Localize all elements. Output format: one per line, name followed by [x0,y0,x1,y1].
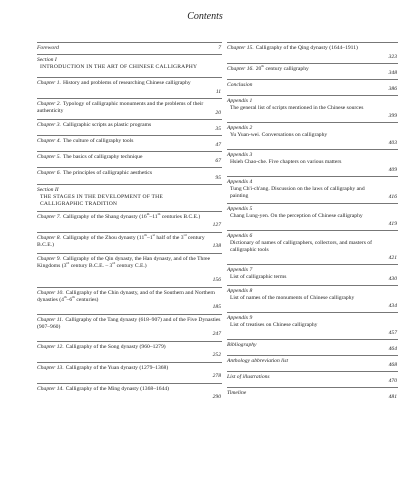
toc-entry-title: Calligraphy of the Song dynasty (960–1279) [65,343,166,350]
toc-entry [227,387,398,403]
toc-page-number: 138 [212,243,221,250]
toc-entry [227,230,398,264]
toc-entry-title: The basics of calligraphy technique [62,154,143,161]
toc-entry [227,176,398,203]
toc-entry-text [37,187,222,208]
toc-section-heading [37,54,222,77]
toc-entry [37,314,222,341]
toc-entry-text [37,45,75,51]
toc-entry-text [37,386,185,392]
toc-entry-title: Calligraphy of the Zhou dynasty (11th–1st half of the 3rd century B.C.E.) [37,233,205,248]
toc-entry-text [227,66,325,72]
toc-page-number: 47 [215,142,221,148]
toc-entry [37,77,222,98]
toc-entry-label: Chapter 5. [37,154,61,161]
toc-entry-title: Dictionary of names of calligraphers, collectors, and masters of calligraphic tools [230,239,372,253]
toc-page-number: 457 [388,329,397,336]
toc-left-column [37,42,222,404]
toc-entry-text [37,365,184,371]
toc-page-number: 127 [212,222,221,229]
toc-entry-title: Calligraphy of the Shang dynasty (16th–11th centuries B.C.E.) [62,212,201,220]
toc-entry-title: Typology of calligraphic monuments and the problems of their authenticity [37,101,204,115]
toc-page-number: 481 [388,393,397,400]
toc-entry-label: Appendix 7 [227,267,253,273]
toc-entry-text [227,390,262,396]
toc-entry-title: Calligraphy of the Qing dynasty (1644–1911) [255,45,358,51]
toc-section-heading [37,184,222,210]
toc-entry-title: The principles of calligraphic aesthetics [62,170,153,177]
toc-entry-label: Appendix 3 [227,152,253,158]
toc-page-number: 290 [212,394,221,401]
toc-entry [37,341,222,362]
toc-entry [37,119,222,135]
toc-entry-label: Appendix 8 [227,288,253,294]
toc-entry-title: 20th century calligraphy [255,64,309,72]
toc-page-number: 20 [215,110,221,116]
toc-entry-text [37,80,207,86]
toc-right-column [227,42,398,403]
toc-page-number: 348 [388,69,397,76]
toc-page-number: 468 [388,361,397,368]
toc-entry-text [227,206,398,220]
toc-page-number: 430 [388,275,397,282]
toc-entry [227,285,398,312]
toc-entry-title: The culture of calligraphy tools [62,138,134,145]
toc-entry-label: Chapter 1. [37,80,61,87]
toc-entry [37,151,222,167]
toc-entry-label: Foreword [37,45,59,51]
toc-entry-label: Chapter 6. [37,170,61,177]
toc-entry-title: Calligraphy of the Chin dynasty, and of the Southern and Northern dynasties (4th–6th centuries) [37,289,215,303]
toc-entry-text [227,98,398,112]
toc-entry-text [227,288,398,302]
toc-entry-label: Chapter 4. [37,138,61,145]
toc-entry [37,253,222,287]
toc-entry-label: Chapter 13. [37,364,64,371]
toc-entry [37,287,222,314]
toc-entry-label: Conclusion [227,82,253,88]
toc-entry-title: List of calligraphic terms [230,273,287,280]
toc-page-number: 416 [388,193,397,200]
toc-entry [227,149,398,176]
toc-page-number: 403 [388,139,397,146]
toc-entry-title: INTRODUCTION IN THE ART OF CHINESE CALLIGRAPHY [40,64,198,71]
toc-entry-text [227,82,268,88]
toc-entry-title: List of names of the monuments of Chinese calligraphy [230,294,355,301]
toc-entry-label: Appendix 5 [227,206,253,212]
toc-page-number: 399 [388,112,397,119]
toc-entry [37,232,222,253]
toc-entry-title: List of treatises on Chinese calligraphy [230,321,318,328]
toc-page-number: 11 [215,89,221,95]
toc-entry [37,383,222,404]
toc-page-number: 35 [215,126,221,132]
toc-page-number: 185 [212,304,221,311]
toc-entry-label: Chapter 8. [37,234,61,241]
toc-entry-text [37,256,210,269]
toc-entry-label: Appendix 4 [227,179,253,185]
toc-entry-text [227,152,398,166]
toc-entry-title: Yu Yuan-wei. Conversations on calligraphy [230,131,328,138]
toc-entry-label: Appendix 6 [227,233,253,239]
toc-entry [227,355,398,371]
toc-entry-label: Chapter 9. [37,255,61,262]
toc-entry-label: Anthology abbreviation list [227,358,289,364]
toc-entry-label: Chapter 15. [227,45,254,51]
toc-entry [37,362,222,383]
toc-entry-text [227,358,304,364]
toc-entry [227,95,398,122]
toc-page-number: 95 [215,175,221,181]
toc-entry-title: Hsieh Chao-che. Five chapters on various matters [230,158,342,165]
toc-entry [37,135,222,151]
toc-entry-title: Calligraphic scripts as plastic programs [62,122,152,129]
toc-entry [227,63,398,79]
toc-entry-title: Tung Ch'i-ch'ang. Discussion on the laws of calligraphy and painting [230,185,365,199]
toc-page-number: 247 [212,331,221,338]
toc-entry-label: Chapter 12. [37,343,64,350]
toc-entry [227,42,398,63]
toc-entry-label: Timeline [227,390,247,396]
toc-entry-text [37,290,215,303]
toc-entry [227,312,398,339]
toc-entry-label: Bibliography [227,342,257,348]
toc-entry-text [227,45,374,51]
toc-entry-text [37,57,222,71]
toc-entry-title: Calligraphy of the Yuan dynasty (1279–1368) [65,364,169,371]
toc-entry [227,339,398,355]
toc-page-number: 464 [388,345,397,352]
toc-entry-text [227,267,398,281]
toc-entry-title: The general list of scripts mentioned in the Chinese sources [230,104,364,111]
toc-entry [37,211,222,232]
toc-entry-text [227,179,398,200]
toc-entry-text [227,125,398,139]
toc-page-number: 323 [388,53,397,60]
toc-entry-text [37,317,220,330]
toc-entry-title: THE STAGES IN THE DEVELOPMENT OF THE CALLIGRAPHIC TRADITION [40,194,163,208]
toc-entry-label: Chapter 14. [37,385,64,392]
toc-entry-label: Chapter 7. [37,213,61,220]
toc-entry [37,42,222,54]
toc-page-number: 421 [388,254,397,261]
toc-page-number: 278 [212,373,221,380]
toc-entry-title: Calligraphy of the Tang dynasty (618–907) and of the Five Dynasties (907–960) [37,316,221,330]
toc-entry [227,122,398,149]
toc-entry-label: Chapter 16. [227,66,254,72]
toc-entry-text [37,154,158,160]
toc-entry-text [227,233,398,254]
toc-entry-text [37,344,182,350]
toc-entry-label: Section II [37,187,59,194]
toc-entry-text [37,122,167,128]
toc-entry-text [227,374,286,380]
toc-entry-label: Chapter 2. [37,101,61,108]
toc-page-number: 7 [218,45,221,51]
toc-page-number: 386 [388,85,397,92]
toc-entry-label: Appendix 9 [227,315,253,321]
toc-entry-label: Appendix 1 [227,98,253,104]
toc-entry-text [227,342,273,348]
toc-entry-text [37,138,149,144]
toc-entry-title: Calligraphy of the Ming dynasty (1368–1644) [65,385,170,392]
toc-entry [37,167,222,184]
toc-entry-title: History and problems of researching Chinese calligraphy [62,80,191,87]
toc-page-number: 409 [388,166,397,173]
page-title: Contents [187,11,223,22]
toc-entry-label: Section I [37,57,57,64]
toc-page-number: 419 [388,220,397,227]
toc-entry-text [227,315,398,329]
toc-entry-text [37,170,168,176]
toc-page-number: 156 [212,277,221,284]
toc-page-number: 470 [388,377,397,384]
toc-page-number: 434 [388,302,397,309]
toc-entry-label: Appendix 2 [227,125,253,131]
toc-entry-text [37,101,203,114]
toc-entry [227,264,398,285]
toc-entry [227,371,398,387]
toc-entry [227,79,398,95]
toc-entry-label: List of illustrations [227,374,270,380]
toc-entry-label: Chapter 11. [37,316,64,323]
toc-entry-text [37,214,216,220]
toc-entry-label: Chapter 10. [37,289,64,296]
toc-entry-label: Chapter 3. [37,122,61,129]
toc-entry [227,203,398,230]
toc-entry-text [37,235,205,248]
toc-page-number: 67 [215,158,221,164]
toc-entry-title: Chang Lung-yen. On the perception of Chinese calligraphy [230,212,363,219]
toc-page-number: 252 [212,352,221,359]
toc-entry [37,98,222,119]
toc-entry-title: Calligraphy of the Qin dynasty, the Han dynasty, and of the Three Kingdoms (3rd century B.C.E. – 3rd century C.E.) [37,255,211,269]
